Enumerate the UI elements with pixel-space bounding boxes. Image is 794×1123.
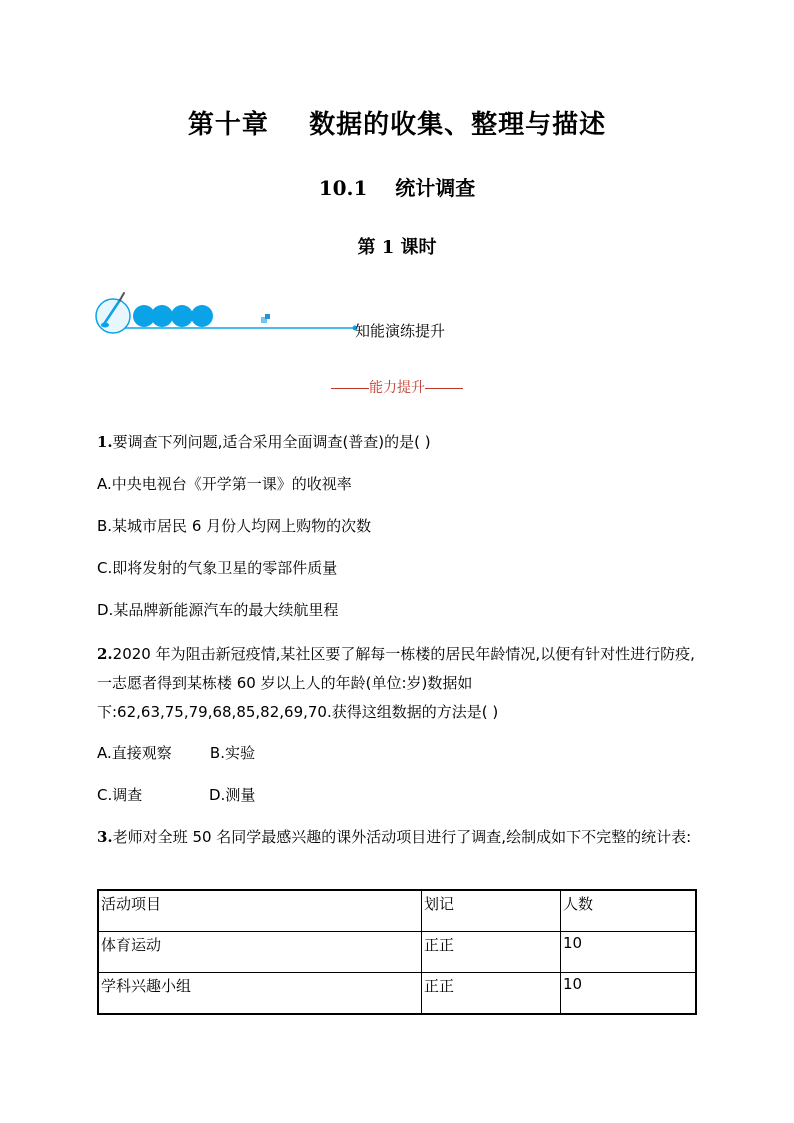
banner-label: 知能演练提升 [355,322,446,340]
chapter-title: 第十章 数据的收集、整理与描述 [187,110,607,140]
option-1c: C.即将发射的气象卫星的零部件质量 [97,559,338,577]
table-header-cell: 活动项目 [98,890,422,932]
question-text: 要调查下列问题,适合采用全面调查(普查)的是( ) [112,433,431,451]
brush-icon [96,293,130,333]
question-number: 1. [97,433,113,451]
statistics-table [97,889,697,1015]
lesson-title: 第 1 课时 [357,237,437,258]
option-1d: D.某品牌新能源汽车的最大续航里程 [97,601,339,619]
table-cell: 10 [561,973,697,1015]
table-header-row [98,890,696,932]
table-header-cell: 人数 [561,890,697,932]
table-cell: 学科兴趣小组 [98,973,422,1015]
table-row [98,932,696,973]
table-header-cell: 划记 [422,890,561,932]
table-cell: 体育运动 [98,932,422,973]
table-cell: 10 [561,932,697,973]
section-title: 10.1 统计调查 [318,176,476,200]
table-row [98,973,696,1015]
question-2 [97,640,707,727]
option-1a: A.中央电视台《开学第一课》的收视率 [97,475,352,493]
question-text: 老师对全班 50 名同学最感兴趣的课外活动项目进行了调查,绘制成如下不完整的统计表: [112,828,692,846]
question-number: 3. [97,828,113,846]
decorative-dots [133,305,213,327]
option-2ab: A.直接观察 B.实验 [97,744,255,762]
subhead-label: 能力提升 [369,380,425,396]
section-subhead [0,377,794,397]
question-number: 2. [97,645,113,663]
table-cell: 正正 [422,973,561,1015]
option-2cd: C.调查 D.测量 [97,786,256,804]
question-text: 2020 年为阻击新冠疫情,某社区要了解每一栋楼的居民年龄情况,以便有针对性进行防疫,一志愿者得到某栋楼 60 岁以上人的年龄(单位:岁)数据如下:62,63,75,79,68,85,82,69,70.获得这组数据的方法是( ) [97,645,695,721]
question-1 [97,428,707,457]
question-3 [97,823,707,852]
option-1b: B.某城市居民 6 月份人均网上购物的次数 [97,517,372,535]
table-cell: 正正 [422,932,561,973]
